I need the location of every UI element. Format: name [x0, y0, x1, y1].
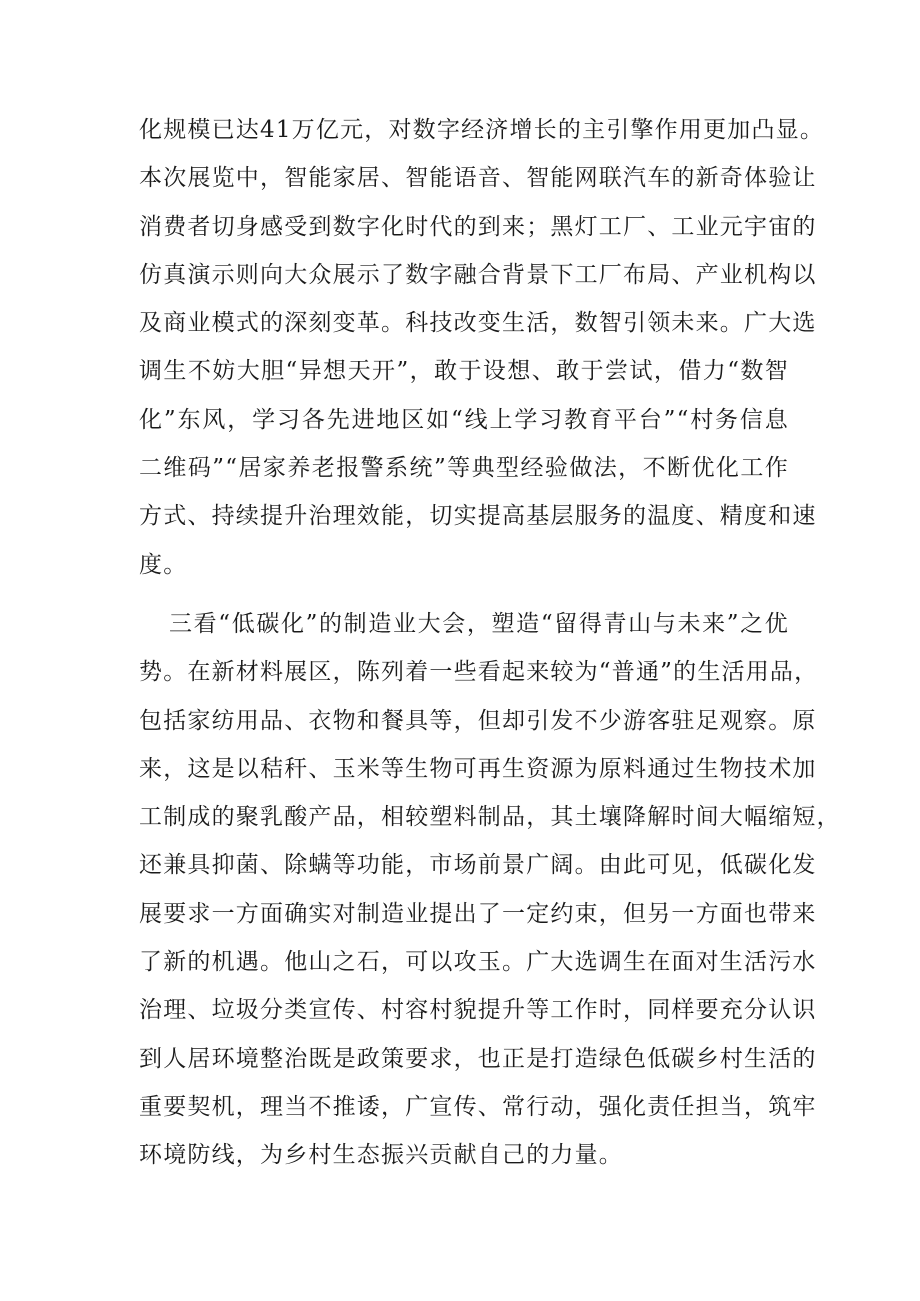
text-line: 化”东风，学习各先进地区如“线上学习教育平台”“村务信息: [139, 406, 789, 433]
text-line: 了新的机遇。他山之石，可以攻玉。广大选调生在面对生活污水: [139, 949, 817, 976]
paragraph-digital-economy: [139, 106, 825, 589]
text-line: 重要契机，理当不推诿，广宣传、常行动，强化责任担当，筑牢: [139, 1093, 817, 1120]
text-line: 化规模已达41万亿元，对数字经济增长的主引擎作用更加凸显。: [139, 117, 825, 143]
text-line: 到人居环境整治既是政策要求，也正是打造绿色低碳乡村生活的: [139, 1045, 817, 1072]
text-line: 治理、垃圾分类宣传、村容村貌提升等工作时，同样要充分认识: [139, 997, 817, 1024]
text-line: 还兼具抑菌、除螨等功能，市场前景广阔。由此可见，低碳化发: [139, 852, 817, 879]
text-line: 三看“低碳化”的制造业大会，塑造“留得青山与未来”之优: [169, 611, 789, 637]
text-line: 消费者切身感受到数字化时代的到来；黑灯工厂、工业元宇宙的: [139, 213, 817, 240]
text-line: 仿真演示则向大众展示了数字融合背景下工厂布局、产业机构以: [139, 261, 817, 288]
text-line: 调生不妨大胆“异想天开”，敢于设想、敢于尝试，借力“数智: [139, 358, 789, 385]
text-line: 本次展览中，智能家居、智能语音、智能网联汽车的新奇体验让: [139, 165, 817, 192]
text-line: 环境防线，为乡村生态振兴贡献自己的力量。: [139, 1142, 623, 1169]
text-line: 及商业模式的深刻变革。科技改变生活，数智引领未来。广大选: [139, 310, 817, 337]
text-line: 势。在新材料展区，陈列着一些看起来较为“普通”的生活用品，: [139, 659, 819, 686]
text-line: 度。: [139, 551, 188, 578]
text-line: 来，这是以秸秆、玉米等生物可再生资源为原料通过生物技术加: [139, 755, 817, 782]
text-line: 工制成的聚乳酸产品，相较塑料制品，其土壤降解时间大幅缩短，: [139, 804, 841, 831]
text-line: 包括家纺用品、衣物和餐具等，但却引发不少游客驻足观察。原: [139, 707, 817, 734]
text-line: 方式、持续提升治理效能，切实提高基层服务的温度、精度和速: [139, 503, 817, 530]
paragraph-low-carbon: [139, 600, 841, 1180]
text-line: 展要求一方面确实对制造业提出了一定约束，但另一方面也带来: [139, 900, 817, 927]
text-line: 二维码”“居家养老报警系统”等典型经验做法，不断优化工作: [139, 455, 789, 482]
